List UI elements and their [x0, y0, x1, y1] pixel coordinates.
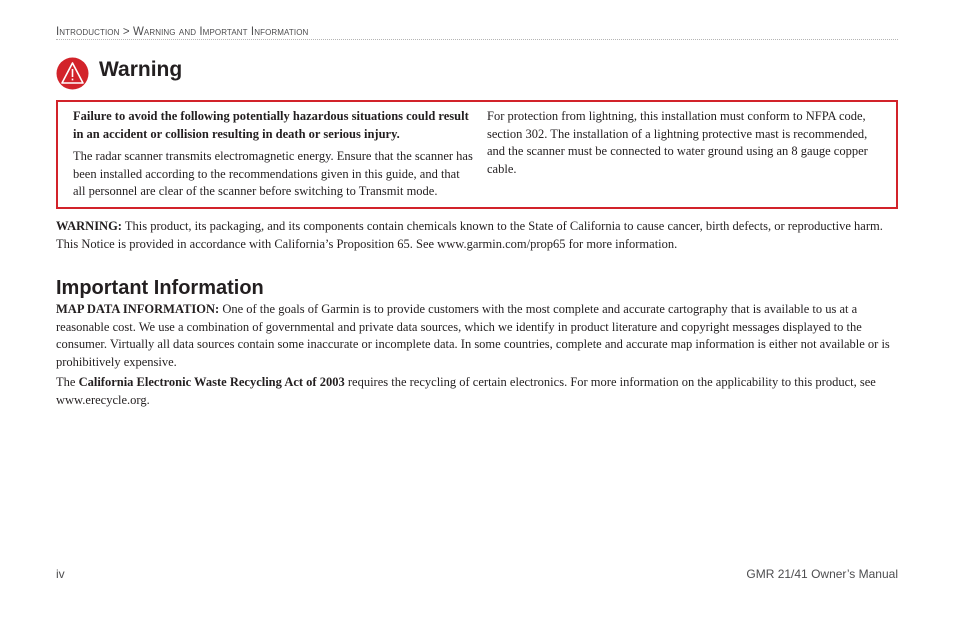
- warning-title: Warning: [99, 58, 183, 81]
- recycling-prefix: The: [56, 375, 79, 389]
- prop65-notice: [56, 218, 898, 253]
- page-number: iv: [56, 567, 65, 581]
- recycling-paragraph: [56, 374, 898, 409]
- map-data-text: One of the goals of Garmin is to provide customers with the most complete and accurate cartography that is available to us at a reasonable cost. We use a combination of governmental and private data sources, which we identify in product literature and copyright messages displayed to the consumer. Virtually all data sources contain some inaccurate or incomplete data. In some countries, complete and accurate map information is either not available or is prohibitively expensive.: [56, 302, 890, 369]
- warning-right-column: [487, 108, 887, 183]
- warning-lightning-text: For protection from lightning, this installation must conform to NFPA code, section 302. The installation of a lightning protective mast is recommended, and the scanner must be connected to water ground using an 8 gauge copper cable.: [487, 109, 868, 176]
- warning-triangle-icon: [56, 57, 89, 90]
- warning-hazard-statement: Failure to avoid the following potentially hazardous situations could result in an accident or collision resulting in death or serious injury.: [73, 109, 469, 141]
- map-data-paragraph: [56, 301, 898, 371]
- warning-left-column: [73, 108, 473, 206]
- warning-box: [56, 100, 898, 209]
- prop65-text: This product, its packaging, and its components contain chemicals known to the State of California to cause cancer, birth defects, or reproductive harm. This Notice is provided in accordance with California’s Proposition 65. See www.garmin.com/prop65 for more information.: [56, 219, 883, 251]
- breadcrumb-separator: >: [122, 26, 130, 38]
- prop65-label: WARNING:: [56, 219, 122, 233]
- important-info-title: Important Information: [56, 277, 264, 299]
- recycling-text: requires the recycling of certain electronics. For more information on the applicability to this product, see www.erecycle.org.: [56, 375, 876, 407]
- breadcrumb-page: Warning and Important Information: [132, 26, 309, 38]
- breadcrumb-section[interactable]: Introduction: [56, 26, 120, 38]
- important-info-body: [56, 301, 898, 412]
- manual-title: GMR 21/41 Owner’s Manual: [746, 567, 898, 581]
- warning-radar-text: The radar scanner transmits electromagnetic energy. Ensure that the scanner has been installed according to the recommendations given in this guide, and that all personnel are clear of the scanner before switching to Transmit mode.: [73, 149, 473, 198]
- recycling-act-name: California Electronic Waste Recycling Act of 2003: [78, 375, 345, 389]
- map-data-label: MAP DATA INFORMATION:: [56, 302, 220, 316]
- breadcrumb: [56, 26, 898, 40]
